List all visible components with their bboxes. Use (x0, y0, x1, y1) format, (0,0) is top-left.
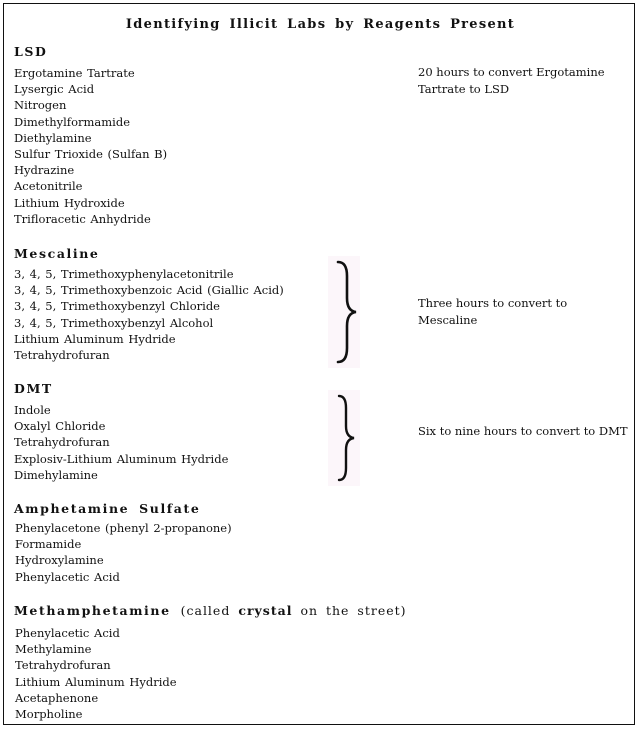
reagent-item: Tetrahydrofuran (14, 435, 110, 450)
reagent-list-lsd (14, 65, 167, 227)
curly-brace-mescaline (326, 256, 362, 368)
reagent-item: Lithium Aluminum Hydride (15, 674, 177, 689)
reagent-list-dmt (14, 402, 228, 483)
reagent-list-amphetamine (15, 520, 232, 585)
reagent-item: Dimehylamine (14, 467, 98, 482)
reagent-item: Lysergic Acid (14, 82, 95, 97)
reagent-item: 3, 4, 5, Trimethoxybenzyl Chloride (14, 299, 220, 314)
methamphetamine-label: Methamphetamine (14, 603, 171, 618)
reagent-list-mescaline (14, 266, 284, 363)
reagent-item: Acetaphenone (15, 690, 99, 705)
section-heading-methamphetamine (14, 603, 407, 618)
reagent-item: Phenylacetic Acid (15, 569, 120, 584)
methamphetamine-street-note: (called crystal on the street) (180, 603, 407, 618)
reagent-item: Hydroxylamine (15, 553, 104, 568)
section-heading-amphetamine: Amphetamine Sulfate (14, 501, 201, 516)
reagent-item: Methylamine (15, 642, 92, 657)
reagent-item: Phenylacetic Acid (15, 626, 120, 640)
reagent-item: Formamide (15, 537, 82, 552)
reagent-item: Tetrahydrofuran (14, 347, 110, 362)
conversion-note-lsd: 20 hours to convert Ergotamine Tartrate to LSD (418, 65, 605, 96)
reagent-item: Indole (14, 403, 51, 417)
reagent-item: Phenylacetone (phenyl 2-propanone) (15, 521, 232, 535)
curly-brace-dmt (326, 390, 362, 486)
conversion-note-mescaline: Three hours to convert to Mescaline (418, 296, 568, 327)
reagent-item: Trifloracetic Anhydride (14, 211, 151, 226)
reagent-item: Ergotamine Tartrate (14, 66, 135, 80)
reagent-item: 3, 4, 5, Trimethoxybenzoic Acid (Giallic Acid) (14, 283, 284, 298)
reagent-item: Nitrogen (14, 98, 67, 113)
reagent-item: Morpholine (15, 706, 83, 721)
section-heading-dmt: DMT (14, 381, 53, 396)
reagent-item: Sulfur Trioxide (Sulfan B) (14, 146, 168, 161)
reagent-item: Oxalyl Chloride (14, 419, 106, 434)
reagent-item: Dimethylformamide (14, 114, 130, 129)
reagent-item: Diethylamine (14, 130, 92, 145)
reagent-item: 3, 4, 5, Trimethoxybenzyl Alcohol (14, 315, 214, 330)
reagent-list-methamphetamine (15, 625, 177, 722)
reagent-item: Tetrahydrofuran (15, 658, 111, 673)
reagent-item: Acetonitrile (14, 179, 83, 194)
reagent-item: Lithium Aluminum Hydride (14, 331, 176, 346)
section-heading-mescaline: Mescaline (14, 246, 100, 261)
reagent-item: Lithium Hydroxide (14, 195, 125, 210)
reagent-item: Explosiv-Lithium Aluminum Hydride (14, 451, 229, 466)
reagent-item: Hydrazine (14, 163, 75, 178)
conversion-note-dmt: Six to nine hours to convert to DMT (418, 424, 628, 438)
section-heading-lsd: LSD (14, 44, 48, 59)
reagent-item: 3, 4, 5, Trimethoxyphenylacetonitrile (14, 267, 234, 281)
page-title: Identifying Illicit Labs by Reagents Present (125, 17, 516, 32)
